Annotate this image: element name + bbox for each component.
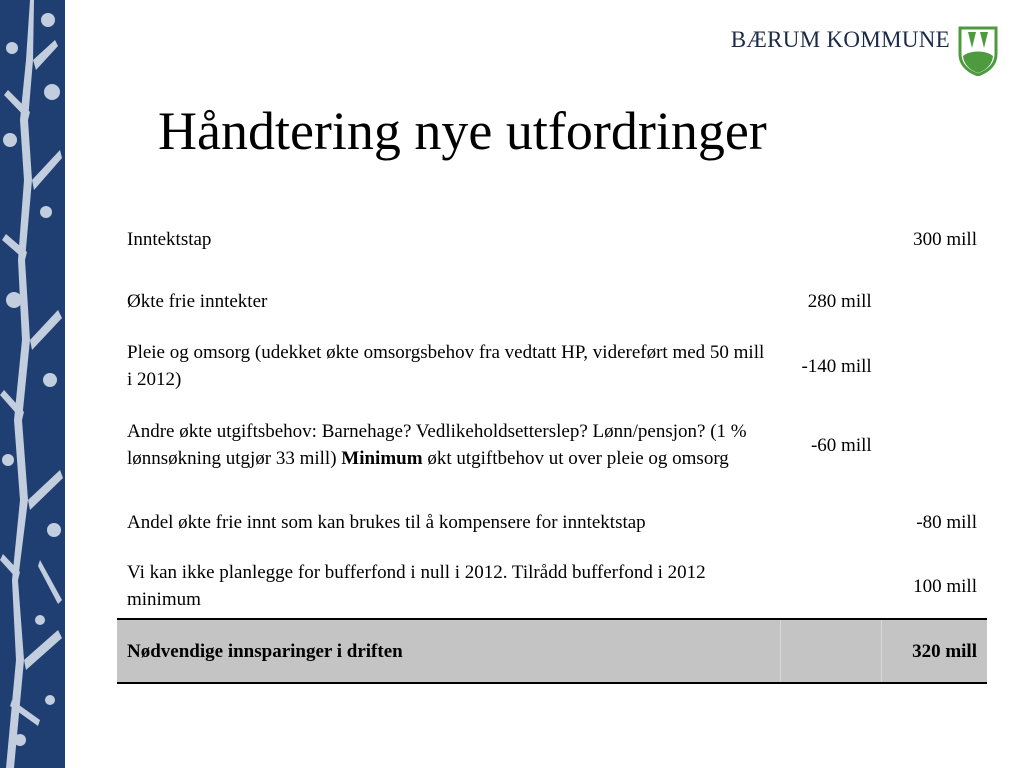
row-mid-value: 280 mill [807,290,872,312]
total-row [117,619,987,683]
row-right-value [882,270,987,332]
row-label-text-continued: økt utgiftbehov ut over pleie og omsorg [427,448,729,469]
row-mid-value [781,490,882,554]
total-label: Nødvendige innsparinger i driften [117,619,781,683]
row-label-text: Andre økte utgiftsbehov: Barnehage? Vedlikeholdsetterslep? Lønn/pensjon? (1 % lønnsøkning utgjør 33 mill) [127,421,747,469]
row-right-value: 100 mill [913,575,977,597]
tree-silhouette-pattern [0,0,65,768]
row-label: Økte frie inntekter [127,290,268,312]
municipality-logo [731,26,998,76]
row-label: Inntektstap [127,228,212,250]
row-label: Pleie og omsorg (udekket økte omsorgsbehov fra vedtatt HP, videreført med 50 mill i 2012) [127,342,765,390]
row-right-value [882,332,987,400]
row-right-value: 300 mill [913,228,977,250]
row-mid-value: -140 mill [801,355,872,377]
row-mid-value [781,208,882,270]
table-row [117,270,987,332]
page-title: Håndtering nye utfordringer [158,101,767,161]
row-mid-value: -60 mill [810,434,872,456]
total-value: 320 mill [882,619,987,683]
table-row [117,332,987,400]
decorative-side-band [0,0,65,768]
row-label [117,400,781,490]
row-mid-value [781,554,882,619]
budget-table [117,208,987,684]
row-label-emphasis: Minimum [341,448,423,469]
row-label: Vi kan ikke planlegge for bufferfond i null i 2012. Tilrådd bufferfond i 2012 minimum [127,562,706,610]
table-row [117,554,987,619]
table-row [117,400,987,490]
table-row [117,208,987,270]
logo-text: BÆRUM KOMMUNE [730,27,950,52]
row-label: Andel økte frie innt som kan brukes til å kompensere for inntektstap [127,511,646,533]
row-right-value [882,400,987,490]
row-right-value: -80 mill [916,511,977,533]
coat-of-arms-shield-icon [958,26,998,76]
table-row [117,490,987,554]
total-mid-value [781,619,882,683]
